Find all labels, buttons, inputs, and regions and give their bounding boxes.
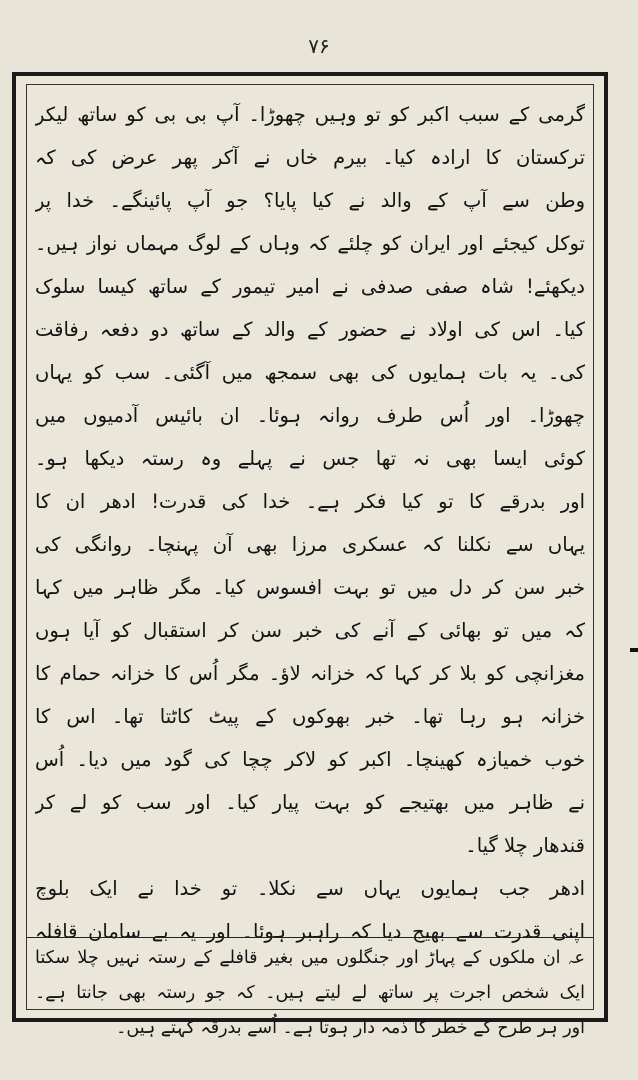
footnotes [35, 941, 585, 1046]
text-line: گرمی کے سبب اکبر کو تو وہیں چھوڑا۔ آپ بی بی کو ساتھ لیکر [35, 103, 585, 126]
text-line: خبر سن کر دل میں تو بہت افسوس کیا۔ مگر ظاہر میں کہا [35, 576, 585, 599]
text-line: اپنی قدرت سے بھیج دیا کہ راہبر ہوئا۔ اور یہ بے سامان قافلہ [35, 920, 585, 943]
text-line: یہاں سے نکلنا کہ عسکری مرزا بھی آن پہنچا۔ روانگی کی [35, 533, 585, 556]
page-inner-border [26, 84, 594, 1038]
page-frame [12, 72, 608, 1038]
footnote-line: ایک شخص اجرت پر ساتھ لے لیتے ہیں۔ کہ جو رستہ بھی جانتا ہے۔ [35, 983, 585, 1003]
footnote-line: اور ہر طرح کے خطر کا ذمہ دار ہوتا ہے۔ اُسے بدرقہ کہتے ہیں۔ [116, 1018, 585, 1038]
text-line: دیکھئے! شاہ صفی صدفی نے امیر تیمور کے ساتھ کیسا سلوک [35, 275, 585, 298]
text-line: ترکستان کا ارادہ کیا۔ بیرم خاں نے آکر پھر عرض کی کہ [35, 146, 585, 169]
page-number: ۷۶ [308, 34, 330, 58]
main-text [35, 93, 585, 953]
text-line: وطن سے آپ کے والد نے کیا پایا؟ جو آپ پائینگے۔ خدا پر [35, 189, 585, 212]
text-line: نے ظاہر میں بھتیجے کو بہت پیار کیا۔ اور سب کو لے کر [35, 791, 585, 814]
footnote-line [35, 941, 585, 976]
page-edge-mark [630, 648, 638, 652]
text-line: کہ میں تو بھائی کے آنے کی خبر سن کر استقبال کو آیا ہوں [35, 619, 585, 642]
text-line-paragraph-end: قندھار چلا گیا۔ [465, 834, 585, 857]
text-line: اور بدرقے کا تو کیا فکر ہے۔ خدا کی قدرت! ادھر ان کا [35, 490, 585, 513]
text-line: خوب خمیازہ کھینچا۔ اکبر کو لاکر چچا کی گود میں دیا۔ اُس [35, 748, 585, 771]
text-line: ادھر جب ہمایوں یہاں سے نکلا۔ تو خدا نے ایک بلوچ [35, 877, 585, 900]
footnote-marker: ﻋﮧ [568, 948, 585, 968]
footnote-divider [27, 937, 593, 938]
text-line: توکل کیجئے اور ایران کو چلئے کہ وہاں کے لوگ مہماں نواز ہیں۔ [35, 232, 585, 255]
text-line: خزانہ ہو رہا تھا۔ خبر بھوکوں کے پیٹ کاٹتا تھا۔ اس کا [35, 705, 585, 728]
text-line: کی۔ یہ بات ہمایوں کی بھی سمجھ میں آگئی۔ سب کو یہاں [35, 361, 585, 384]
text-line: چھوڑا۔ اور اُس طرف روانہ ہوئا۔ ان بائیس آدمیوں میں [35, 404, 585, 427]
text-line: کوئی ایسا بھی نہ تھا جس نے پہلے وہ رستہ دیکھا ہو۔ [35, 447, 585, 470]
text-line: مغزانچی کو بلا کر کہا کہ خزانہ لاؤ۔ مگر اُس کا خزانہ حمام کا [35, 662, 585, 685]
footnote-text: ان ملکوں کے پہاڑ اور جنگلوں میں بغیر قافلے کے رستہ نہیں چلا سکتا [35, 948, 561, 968]
text-line: کیا۔ اس کی اولاد نے حضور کے والد کے ساتھ دو دفعہ رفاقت [35, 318, 585, 341]
